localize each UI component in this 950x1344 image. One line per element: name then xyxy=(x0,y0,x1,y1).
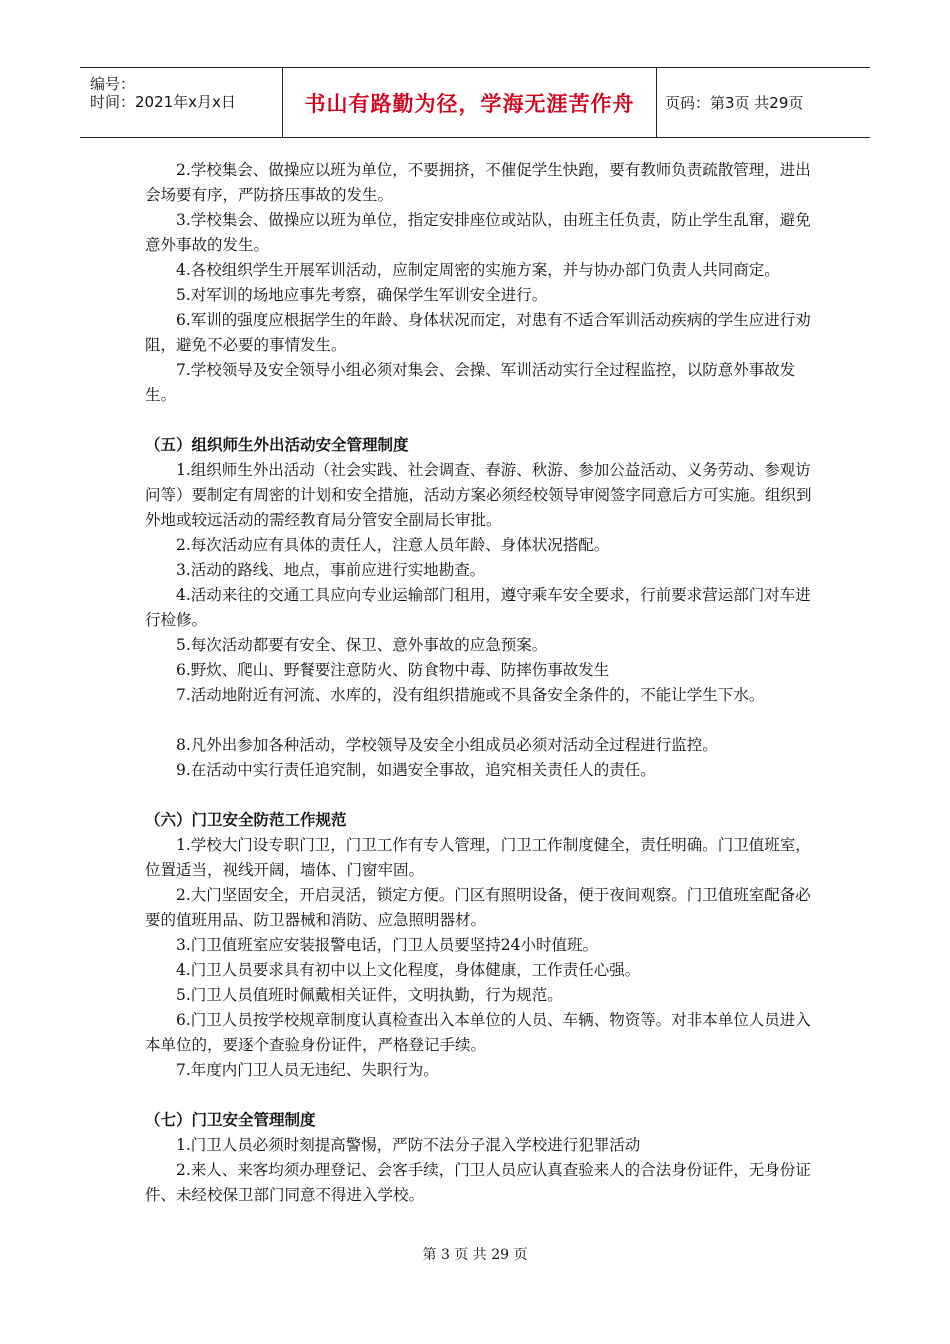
body-paragraph: 1.门卫人员必须时刻提高警惕，严防不法分子混入学校进行犯罪活动 xyxy=(176,1136,641,1154)
time-label: 时间：2021年x月x日 xyxy=(90,93,236,111)
page-footer: 第 3 页 共 29 页 xyxy=(422,1247,528,1263)
section-heading: （七）门卫安全管理制度 xyxy=(145,1111,316,1129)
header-meta-cell xyxy=(80,68,283,137)
paragraph-gap xyxy=(145,783,813,808)
body-paragraph: 2.学校集会、做操应以班为单位，不要拥挤，不催促学生快跑，要有教师负责疏散管理，进出会场要有序，严防挤压事故的发生。 xyxy=(145,161,811,204)
body-paragraph: 8.凡外出参加各种活动，学校领导及安全小组成员必须对活动全过程进行监控。 xyxy=(176,736,718,754)
body-paragraph: 6.野炊、爬山、野餐要注意防火、防食物中毒、防摔伤事故发生 xyxy=(176,661,610,679)
body-paragraph: 7.学校领导及安全领导小组必须对集会、会操、军训活动实行全过程监控，以防意外事故发生。 xyxy=(145,361,796,404)
section-heading: （六）门卫安全防范工作规范 xyxy=(145,811,347,829)
paragraph-gap xyxy=(145,408,813,433)
number-label: 编号： xyxy=(90,75,136,93)
body-paragraph: 2.每次活动应有具体的责任人，注意人员年龄、身体状况搭配。 xyxy=(176,536,610,554)
body-paragraph: 5.每次活动都要有安全、保卫、意外事故的应急预案。 xyxy=(176,636,548,654)
body-paragraph: 1.组织师生外出活动（社会实践、社会调查、春游、秋游、参加公益活动、义务劳动、参观访问等）要制定有周密的计划和安全措施，活动方案必须经校领导审阅签字同意后方可实施。组织到外地或较远活动的需经教育局分管安全副局长审批。 xyxy=(145,461,812,529)
body-paragraph: 4.门卫人员要求具有初中以上文化程度，身体健康，工作责任心强。 xyxy=(176,961,641,979)
body-paragraph: 5.对军训的场地应事先考察，确保学生军训安全进行。 xyxy=(176,286,548,304)
body-paragraph: 6.门卫人员按学校规章制度认真检查出入本单位的人员、车辆、物资等。对非本单位人员进入本单位的，要逐个查验身份证件，严格登记手续。 xyxy=(145,1011,811,1054)
body-paragraph: 3.门卫值班室应安装报警电话，门卫人员要坚持24小时值班。 xyxy=(176,936,599,954)
body-paragraph: 7.年度内门卫人员无违纪、失职行为。 xyxy=(176,1061,439,1079)
body-paragraph: 1.学校大门设专职门卫，门卫工作有专人管理，门卫工作制度健全，责任明确。门卫值班室，位置适当，视线开阔，墙体、门窗牢固。 xyxy=(145,836,811,879)
body-paragraph: 2.来人、来客均须办理登记、会客手续，门卫人员应认真查验来人的合法身份证件，无身份证件、未经校保卫部门同意不得进入学校。 xyxy=(145,1161,811,1204)
document-body xyxy=(145,158,813,1208)
page-header xyxy=(80,67,870,138)
body-paragraph: 6.军训的强度应根据学生的年龄、身体状况而定，对患有不适合军训活动疾病的学生应进行劝阻，避免不必要的事情发生。 xyxy=(145,311,811,354)
paragraph-gap xyxy=(145,708,813,733)
section-heading: （五）组织师生外出活动安全管理制度 xyxy=(145,436,409,454)
body-paragraph: 4.各校组织学生开展军训活动，应制定周密的实施方案，并与协办部门负责人共同商定。 xyxy=(176,261,780,279)
body-paragraph: 3.学校集会、做操应以班为单位，指定安排座位或站队，由班主任负责，防止学生乱窜，避免意外事故的发生。 xyxy=(145,211,811,254)
body-paragraph: 2.大门坚固安全，开启灵活，锁定方便。门区有照明设备，便于夜间观察。门卫值班室配备必要的值班用品、防卫器械和消防、应急照明器材。 xyxy=(145,886,811,929)
body-paragraph: 5.门卫人员值班时佩戴相关证件，文明执勤，行为规范。 xyxy=(176,986,563,1004)
body-paragraph: 9.在活动中实行责任追究制，如遇安全事故，追究相关责任人的责任。 xyxy=(176,761,656,779)
body-paragraph: 4.活动来往的交通工具应向专业运输部门租用，遵守乘车安全要求，行前要求营运部门对车进行检修。 xyxy=(145,586,811,629)
header-motto: 书山有路勤为径，学海无涯苦作舟 xyxy=(283,68,657,137)
header-page-info: 页码：第3页 共29页 xyxy=(665,94,804,112)
body-paragraph: 7.活动地附近有河流、水库的，没有组织措施或不具备安全条件的，不能让学生下水。 xyxy=(176,686,765,704)
paragraph-gap xyxy=(145,1083,813,1108)
body-paragraph: 3.活动的路线、地点，事前应进行实地勘查。 xyxy=(176,561,486,579)
